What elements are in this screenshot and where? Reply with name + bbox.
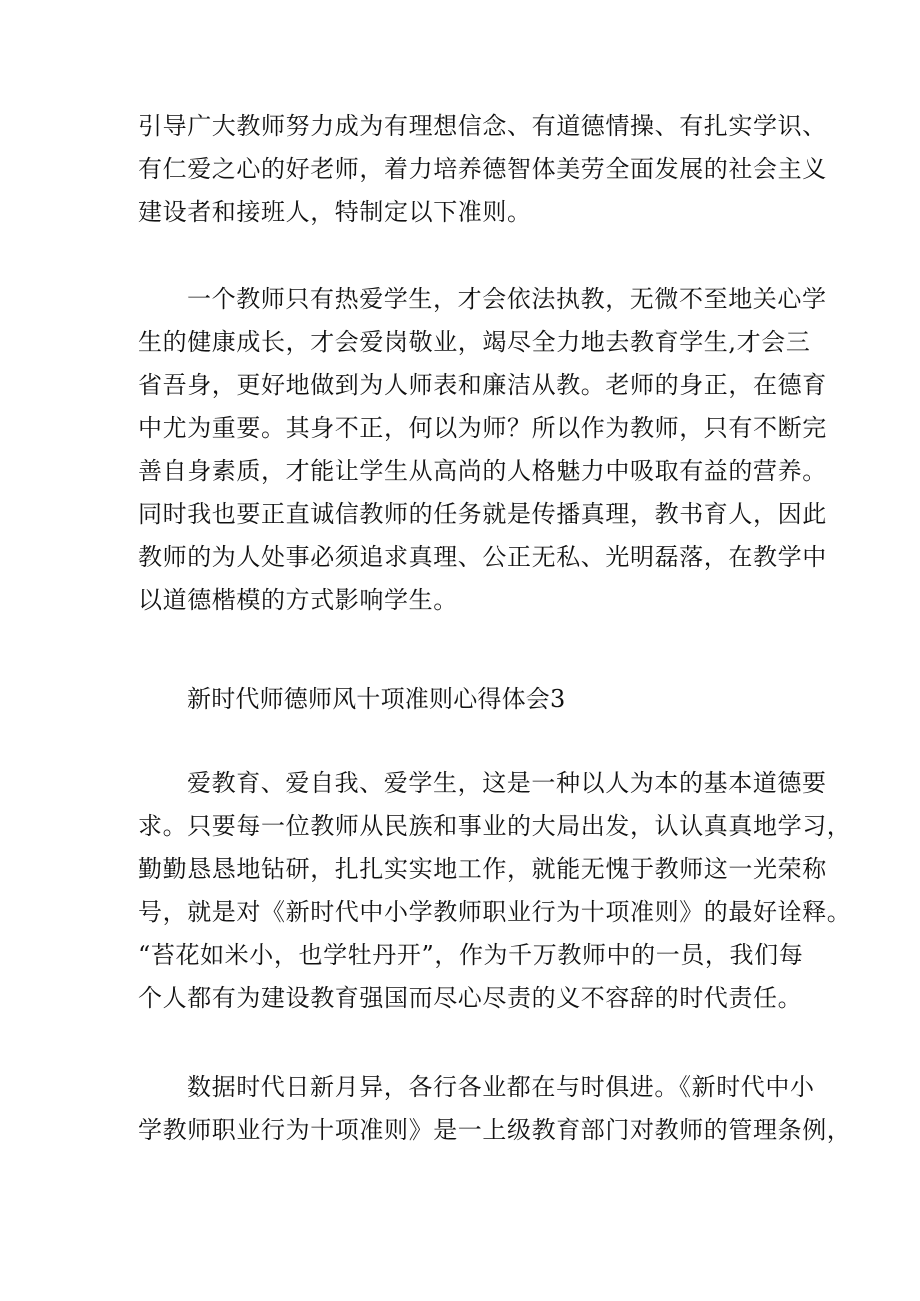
text-line: 学教师职业行为十项准则》是一上级教育部门对教师的管理条例， [138,1116,852,1144]
text-line: 建设者和接班人，特制定以下准则。 [138,198,532,226]
text-line: 善自身素质，才能让学生从高尚的人格魅力中吸取有益的营养。 [138,457,827,485]
text-line: 同时我也要正直诚信教师的任务就是传播真理，教书育人，因此 [138,500,827,528]
paragraph-teacher-love [138,278,827,622]
paragraph-data-era [138,1066,852,1152]
text-line: “苔花如米小，也学牡丹开”，作为千万教师中的一员，我们每 [138,941,804,969]
text-line: 数据时代日新月异，各行各业都在与时俱进。《新时代中小 [187,1073,815,1101]
text-line: 教师的为人处事必须追求真理、公正无私、光明磊落，在教学中 [138,543,827,571]
text-line: 一个教师只有热爱学生，才会依法执教，无微不至地关心学 [187,285,827,313]
text-line: 有仁爱之心的好老师，着力培养德智体美劳全面发展的社会主义 [138,155,827,183]
text-line: 中尤为重要。其身不正，何以为师？所以作为教师，只有不断完 [138,414,827,442]
paragraph-love-education [138,762,852,1020]
section-heading: 新时代师德师风十项准则心得体会3 [187,685,566,713]
text-line: 省吾身，更好地做到为人师表和廉洁从教。老师的身正，在德育 [138,371,827,399]
text-line: 引导广大教师努力成为有理想信念、有道德情操、有扎实学识、 [138,112,827,140]
text-line: 勤勤恳恳地钻研，扎扎实实地工作，就能无愧于教师这一光荣称 [138,855,827,883]
text-line: 求。只要每一位教师从民族和事业的大局出发，认认真真地学习， [138,812,852,840]
text-line: 号，就是对《新时代中小学教师职业行为十项准则》的最好诠释。 [138,898,852,926]
text-line: 爱教育、爱自我、爱学生，这是一种以人为本的基本道德要 [187,769,827,797]
text-line: 个人都有为建设教育强国而尽心尽责的义不容辞的时代责任。 [138,984,803,1012]
text-line: 以道德楷模的方式影响学生。 [138,586,458,614]
text-line: 生的健康成长，才会爱岗敬业，竭尽全力地去教育学生,才会三 [138,328,811,356]
paragraph-intro [138,105,827,234]
